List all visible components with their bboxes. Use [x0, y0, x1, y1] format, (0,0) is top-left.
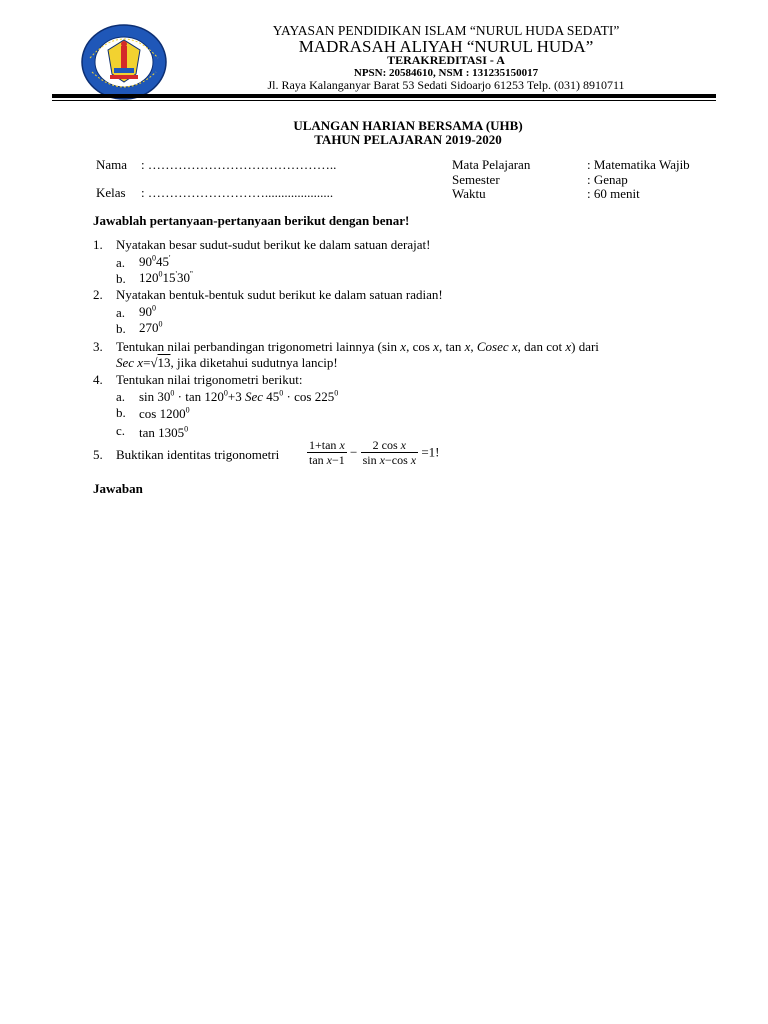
- header-npsn: NPSN: 20584610, NSM : 131235150017: [353, 67, 539, 79]
- q2-text: Nyatakan bentuk-bentuk sudut berikut ke dalam satuan radian!: [116, 287, 443, 302]
- q4c-label: c.: [116, 423, 126, 438]
- q1b-expr: $120^015'30''$: [139, 269, 193, 285]
- q1-number: 1.: [93, 237, 103, 252]
- q4-text: Tentukan nilai trigonometri berikut:: [116, 372, 303, 387]
- header-alamat: Jl. Raya Kalanganyar Barat 53 Sedati Sidoarjo 61253 Telp. (031) 8910711: [267, 78, 625, 92]
- q5-number: 5.: [93, 447, 103, 462]
- jawaban-label: Jawaban: [93, 481, 143, 496]
- q4-number: 4.: [93, 372, 103, 387]
- q3-text-start: Tentukan nilai perbandingan trigonometri lainnya (: [116, 339, 382, 354]
- kelas-field[interactable]: : ……………………….....................: [141, 185, 334, 200]
- q2-number: 2.: [93, 287, 103, 302]
- exam-title: ULANGAN HARIAN BERSAMA (UHB): [293, 118, 523, 133]
- q1-text: Nyatakan besar sudut-sudut berikut ke dalam satuan derajat!: [116, 237, 431, 252]
- semester-label: Semester: [452, 172, 500, 187]
- q3-line2-end: , jika diketahui sudutnya lancip!: [170, 355, 338, 370]
- q2b-label: b.: [116, 321, 126, 336]
- q5-identity: $\frac{\text{1+tan x}}{\text{tan x−1}}$ − $\frac{\text{2 cos x}}{\text{sin x−cos x}}$ =1!: [309, 438, 440, 467]
- q2a-expr: $90^0$: [139, 303, 156, 319]
- instruction: Jawablah pertanyaan-pertanyaan berikut dengan benar!: [93, 213, 410, 228]
- q3-text: Tentukan nilai perbandingan trigonometri lainnya (sin x, cos x, tan x, Cosec x, dan cot x) dari: [116, 339, 599, 354]
- q1a-expr: $90^045'$: [139, 253, 171, 269]
- waktu-label: Waktu: [452, 186, 486, 201]
- semester-value: : Genap: [587, 172, 628, 187]
- q2a-label: a.: [116, 305, 126, 320]
- q4a-label: a.: [116, 389, 126, 404]
- mapel-label: Mata Pelajaran: [452, 157, 531, 172]
- header-madrasah: MADRASAH ALIYAH “NURUL HUDA”: [298, 37, 594, 56]
- nama-label: Nama: [96, 157, 128, 172]
- q4b-expr: cos 1200$^0$: [139, 405, 190, 421]
- header-rule-thick: [52, 94, 716, 98]
- q4a-expr: $\sin 30^0 \cdot \tan 120^0+3$ Sec $45^0 \cdot \cos 225^0$: [139, 388, 339, 404]
- q4b-label: b.: [116, 405, 126, 420]
- q5-text: Buktikan identitas trigonometri: [116, 447, 280, 462]
- q4c-expr: tan 1305$^0$: [139, 424, 189, 440]
- waktu-value: : 60 menit: [587, 186, 640, 201]
- q3-text-end: ) dari: [571, 339, 599, 354]
- q3-line2: Sec x=√13, jika diketahui sudutnya lancip!: [116, 355, 338, 370]
- kelas-label: Kelas: [96, 185, 126, 200]
- mapel-value: : Matematika Wajib: [587, 157, 690, 172]
- school-logo: [80, 22, 168, 102]
- q3-number: 3.: [93, 339, 103, 354]
- header-rule-thin: [52, 100, 716, 101]
- exam-year: TAHUN PELAJARAN 2019-2020: [314, 132, 502, 147]
- header-yayasan: YAYASAN PENDIDIKAN ISLAM “NURUL HUDA SEDATI”: [272, 23, 620, 38]
- q2b-expr: $270^0$: [139, 319, 163, 335]
- q1b-label: b.: [116, 271, 126, 286]
- q1a-label: a.: [116, 255, 126, 270]
- header-akreditasi: TERAKREDITASI - A: [387, 53, 505, 67]
- nama-field[interactable]: : ……………………………………..: [141, 157, 337, 172]
